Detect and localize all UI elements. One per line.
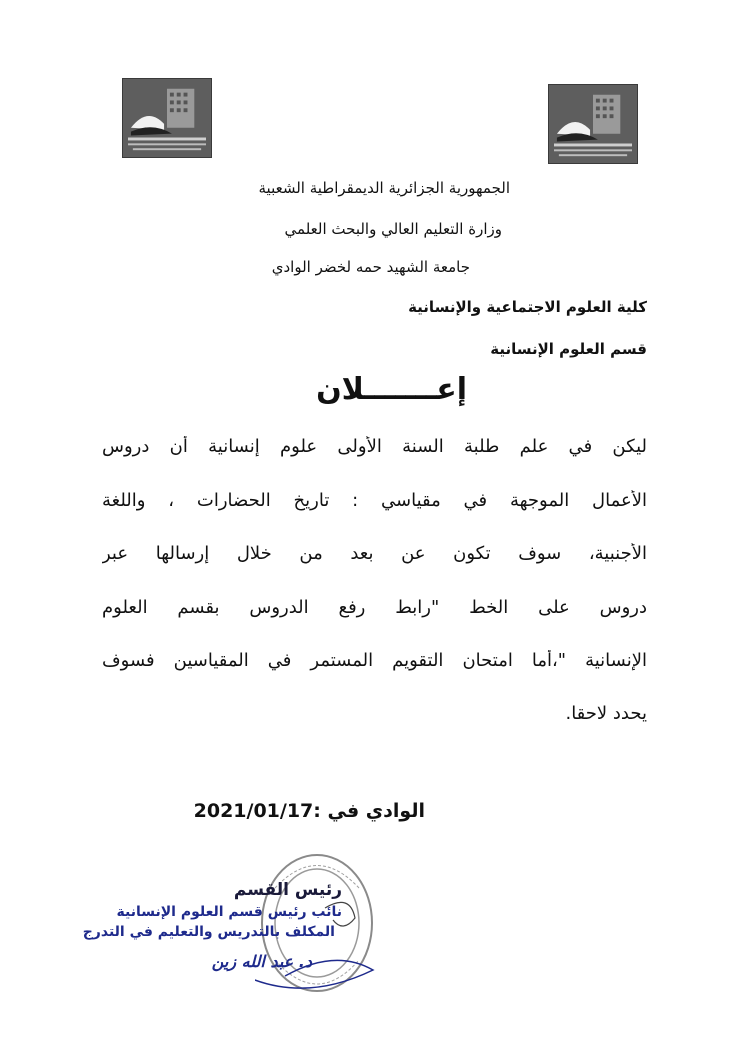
body-line: دروس على الخط "رابط رفع الدروس بقسم العلوم xyxy=(102,597,647,618)
faculty-header: كلية العلوم الاجتماعية والإنسانية xyxy=(408,298,647,316)
university-logo-left xyxy=(122,78,212,158)
body-line: يحدد لاحقا. xyxy=(565,703,647,724)
signature-deputy-line: نائب رئيس قسم العلوم الإنسانية xyxy=(116,904,342,920)
body-line: الإنسانية "،أما امتحان التقويم المستمر في المقياسين فسوف xyxy=(102,650,647,671)
body-line: الأجنبية، سوف تكون عن بعد من خلال إرسالها عبر xyxy=(102,543,647,564)
signature-deputy-line: المكلف بالتدريس والتعليم في التدرج xyxy=(82,924,335,940)
university-logo-right xyxy=(548,84,638,164)
official-stamp-icon xyxy=(255,848,380,998)
university-logo-icon xyxy=(123,79,211,157)
ministry-header: وزارة التعليم العالي والبحث العلمي xyxy=(284,220,502,238)
body-line: ليكن في علم طلبة السنة الأولى علوم إنسانية أن دروس xyxy=(102,436,647,457)
date-line: الوادي في :2021/01/17 xyxy=(193,800,425,822)
university-logo-icon xyxy=(549,85,637,163)
signature-title: رئيس القسم xyxy=(233,880,342,900)
body-line: الأعمال الموجهة في مقياسي : تاريخ الحضارات ، واللغة xyxy=(102,490,647,511)
announcement-title: إعـــــــلان xyxy=(316,372,467,407)
official-stamp xyxy=(255,848,380,998)
department-header: قسم العلوم الإنسانية xyxy=(490,340,647,358)
university-header: جامعة الشهيد حمه لخضر الوادي xyxy=(271,258,470,276)
signature-name: د. عبد الله زين xyxy=(211,952,312,971)
republic-header: الجمهورية الجزائرية الديمقراطية الشعبية xyxy=(258,179,510,197)
